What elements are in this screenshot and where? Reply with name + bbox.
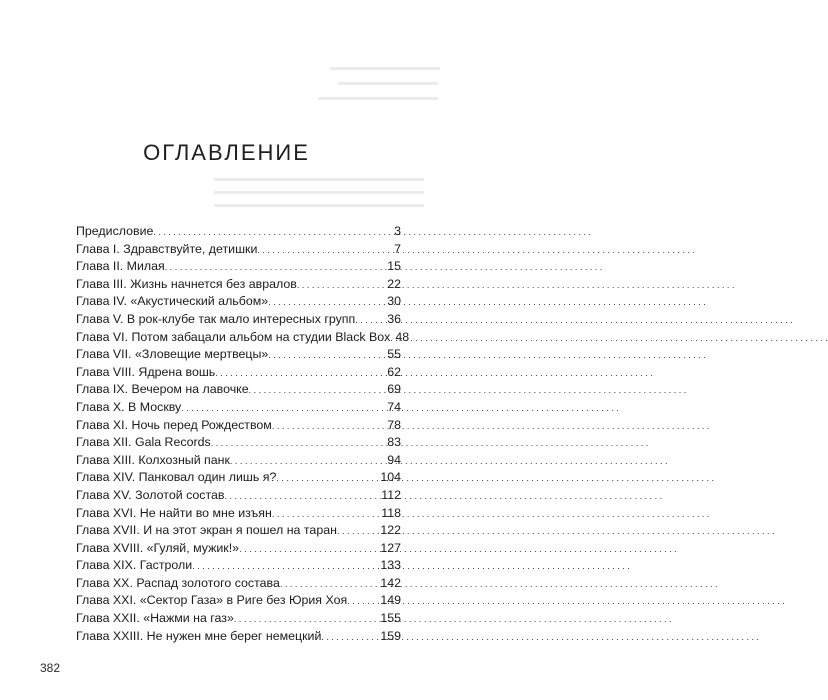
toc-entry-page: 133 (380, 558, 401, 573)
dot-leader (347, 592, 379, 611)
dot-leader (225, 487, 381, 506)
toc-entry-page: 127 (380, 540, 401, 555)
dot-leader (276, 469, 379, 488)
toc-entry (76, 346, 401, 364)
toc-entry (76, 417, 401, 435)
toc-entry-label: Глава XIX. Гастроли (76, 558, 193, 573)
toc-entry (76, 557, 401, 575)
dot-leader (355, 311, 386, 330)
bleed-through-text: ▬▬▬▬▬▬▬▬▬▬▬▬ (318, 92, 438, 103)
toc-entry-page: 94 (387, 452, 401, 467)
toc-entry (76, 223, 401, 241)
dot-leader (337, 522, 379, 541)
toc-entry-label: Глава XV. Золотой состав (76, 487, 225, 502)
toc-entry (76, 469, 401, 487)
toc-entry-label: Глава I. Здравствуйте, детишки (76, 241, 258, 256)
dot-leader (257, 241, 393, 260)
toc-entry-page: 149 (380, 593, 401, 608)
toc-entry-label: Глава XVIII. «Гуляй, мужик!» (76, 540, 240, 555)
toc-entry-page: 69 (387, 382, 401, 397)
toc-entry (76, 329, 410, 347)
toc-entry-label: Глава IV. «Акустический альбом» (76, 294, 269, 309)
dot-leader (239, 540, 379, 559)
toc-entry-label: Глава XXIII. Не нужен мне берег немецкий (76, 628, 322, 643)
bleed-through-text: ▬▬▬▬▬▬▬▬▬▬▬▬▬▬▬▬▬▬▬▬▬ (214, 186, 424, 197)
bleed-through-text: ▬▬▬▬▬▬▬▬▬▬ (338, 77, 438, 88)
dot-leader (280, 575, 379, 594)
toc-entry-label: Глава IX. Вечером на лавочке (76, 382, 249, 397)
dot-leader (321, 628, 379, 647)
dot-leader (230, 452, 386, 471)
toc-entry-label: Глава X. В Москву (76, 399, 182, 414)
toc-entry-label: Глава XVII. И на этот экран я пошел на таран (76, 523, 337, 538)
toc-entry-label: Глава XX. Распад золотого состава (76, 575, 280, 590)
toc-entry-page: 7 (394, 241, 401, 256)
toc-entry-label: Глава XVI. Не найти во мне изъян (76, 505, 272, 520)
toc-entry-page: 36 (387, 311, 401, 326)
toc-entry-label: Предисловие (76, 224, 154, 238)
toc-entry (76, 364, 401, 382)
toc-entry (76, 487, 401, 505)
toc-entry (76, 540, 401, 558)
dot-leader (249, 381, 387, 400)
toc-entry (76, 434, 401, 452)
toc-entry-page: 112 (381, 487, 401, 502)
toc-entry (76, 452, 401, 470)
dot-leader (268, 346, 386, 365)
toc-entry-label: Глава XI. Ночь перед Рождеством (76, 417, 272, 432)
dot-leader (272, 505, 380, 524)
toc-entry-label: Глава XXI. «Сектор Газа» в Риге без Юрия Хоя (76, 593, 348, 608)
dot-leader (297, 276, 386, 295)
toc-entry-label: Глава XII. Gala Records (76, 435, 211, 450)
toc-entry (76, 505, 401, 523)
toc-entry-page: 22 (387, 276, 401, 291)
toc-entry-page: 55 (387, 347, 401, 362)
dot-leader (211, 434, 387, 453)
toc-entry-page: 159 (380, 628, 401, 643)
dot-leader (165, 258, 386, 277)
bleed-through-text: ▬▬▬▬▬▬▬▬▬▬▬▬▬▬▬▬▬▬▬▬▬ (214, 199, 424, 210)
toc-entry-label: Глава VIII. Ядрена вошь (76, 364, 216, 379)
toc-entry-page: 142 (380, 575, 401, 590)
toc-entry (76, 592, 401, 610)
toc-entry-page: 48 (395, 329, 410, 344)
toc-entry-page: 122 (380, 523, 401, 538)
toc-entry (76, 311, 401, 329)
toc-entry-label: Глава VI. Потом забацали альбом на студии Black Box (76, 329, 391, 344)
toc-entry (76, 610, 401, 628)
toc-entry (76, 628, 401, 646)
toc-entry-page: 118 (381, 505, 401, 520)
toc-entry (76, 241, 401, 259)
toc-entry (76, 575, 401, 593)
toc-entry (76, 381, 401, 399)
dot-leader (268, 293, 386, 312)
toc-entry (76, 293, 401, 311)
table-of-contents (76, 223, 410, 645)
toc-entry-page: 62 (387, 364, 401, 379)
toc-entry (76, 522, 401, 540)
toc-entry-page: 30 (387, 294, 401, 309)
toc-entry-page: 104 (380, 470, 401, 485)
toc-entry-label: Глава II. Милая (76, 259, 165, 274)
dot-leader (192, 557, 379, 576)
toc-entry-page: 83 (387, 435, 401, 450)
dot-leader (215, 364, 386, 383)
toc-entry-page: 74 (387, 399, 401, 414)
toc-entry-page: 78 (387, 417, 401, 432)
dot-leader (153, 223, 393, 242)
dot-leader (272, 417, 386, 436)
toc-entry-label: Глава XIV. Панковал один лишь я? (76, 470, 277, 485)
toc-entry (76, 258, 401, 276)
page-number: 382 (40, 661, 61, 675)
toc-entry-label: Глава XIII. Колхозный панк (76, 452, 230, 467)
toc-entry-label: Глава VII. «Зловещие мертвецы» (76, 347, 269, 362)
toc-entry-label: Глава III. Жизнь начнется без авралов (76, 276, 297, 291)
dot-leader (234, 610, 379, 629)
toc-entry-page: 155 (380, 611, 401, 626)
toc-entry-page: 3 (394, 224, 401, 238)
toc-entry-page: 15 (387, 259, 401, 274)
toc-entry-label: Глава V. В рок-клубе так мало интересных групп (76, 311, 356, 326)
page-title: ОГЛАВЛЕНИЕ (143, 140, 310, 165)
bleed-through-text: ▬▬▬▬▬▬▬▬▬▬▬▬▬▬▬▬▬▬▬▬▬ (214, 173, 424, 184)
toc-entry-label: Глава XXII. «Нажми на газ» (76, 611, 234, 626)
dot-leader (181, 399, 386, 418)
toc-entry (76, 399, 401, 417)
bleed-through-text: ▬▬▬▬▬▬▬▬▬▬▬ (330, 62, 440, 73)
toc-entry (76, 276, 401, 294)
